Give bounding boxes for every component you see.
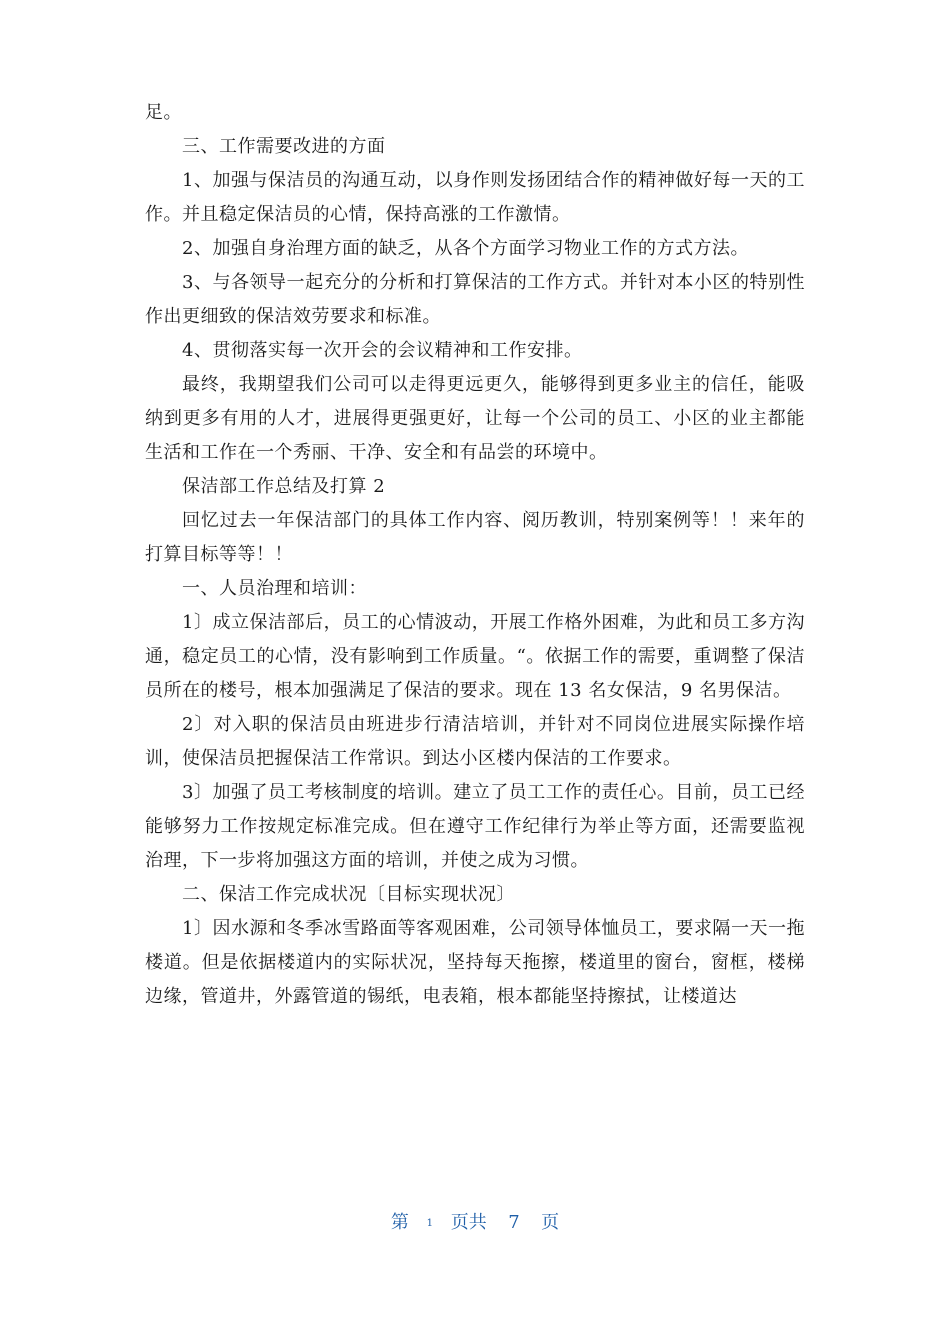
paragraph: 3、与各领导一起充分的分析和打算保洁的工作方式。并针对本小区的特别性作出更细致的保洁效劳要求和标准。 bbox=[145, 272, 805, 327]
paragraph: 1〕因水源和冬季冰雪路面等客观困难，公司领导体恤员工，要求隔一天一拖楼道。但是依据楼道内的实际状况，坚持每天拖擦，楼道里的窗台，窗框，楼梯边缘，管道井，外露管道的锡纸，电表箱，根本都能坚持擦拭，让楼道达 bbox=[145, 918, 805, 1007]
paragraph: 2、加强自身治理方面的缺乏，从各个方面学习物业工作的方式方法。 bbox=[182, 238, 749, 259]
paragraph: 足。 bbox=[145, 102, 182, 123]
paragraph: 4、贯彻落实每一次开会的会议精神和工作安排。 bbox=[182, 340, 583, 361]
document-title: 保洁部工作总结及打算 2 bbox=[182, 476, 386, 497]
section-heading: 二、保洁工作完成状况〔目标实现状况〕 bbox=[182, 884, 515, 905]
current-page-number: 1 bbox=[426, 1217, 433, 1229]
paragraph: 3〕加强了员工考核制度的培训。建立了员工工作的责任心。目前，员工已经能够努力工作按规定标准完成。但在遵守工作纪律行为举止等方面，还需要监视治理，下一步将加强这方面的培训，并使之成为习惯。 bbox=[145, 782, 805, 871]
document-body bbox=[145, 96, 805, 1014]
paragraph: 1、加强与保洁员的沟通互动，以身作则发扬团结合作的精神做好每一天的工作。并且稳定保洁员的心情，保持高涨的工作激情。 bbox=[145, 170, 805, 225]
total-pages: 7 bbox=[508, 1212, 520, 1233]
section-heading: 三、工作需要改进的方面 bbox=[182, 136, 386, 157]
footer-middle: 页共 bbox=[450, 1212, 487, 1233]
footer-suffix: 页 bbox=[541, 1212, 560, 1233]
footer-prefix: 第 bbox=[390, 1212, 409, 1233]
paragraph: 回忆过去一年保洁部门的具体工作内容、阅历教训，特别案例等！！来年的打算目标等等！！ bbox=[145, 510, 805, 565]
paragraph: 1〕成立保洁部后，员工的心情波动，开展工作格外困难，为此和员工多方沟通，稳定员工的心情，没有影响到工作质量。“。依据工作的需要，重调整了保洁员所在的楼号，根本加强满足了保洁的要求。现在 13 名女保洁，9 名男保洁。 bbox=[145, 612, 805, 701]
page-footer bbox=[0, 1208, 950, 1234]
section-heading: 一、人员治理和培训： bbox=[182, 578, 367, 599]
paragraph: 2〕对入职的保洁员由班进步行清洁培训，并针对不同岗位进展实际操作培训，使保洁员把握保洁工作常识。到达小区楼内保洁的工作要求。 bbox=[145, 714, 805, 769]
paragraph: 最终，我期望我们公司可以走得更远更久，能够得到更多业主的信任，能吸纳到更多有用的人才，进展得更强更好，让每一个公司的员工、小区的业主都能生活和工作在一个秀丽、干净、安全和有品尝的环境中。 bbox=[145, 374, 805, 463]
